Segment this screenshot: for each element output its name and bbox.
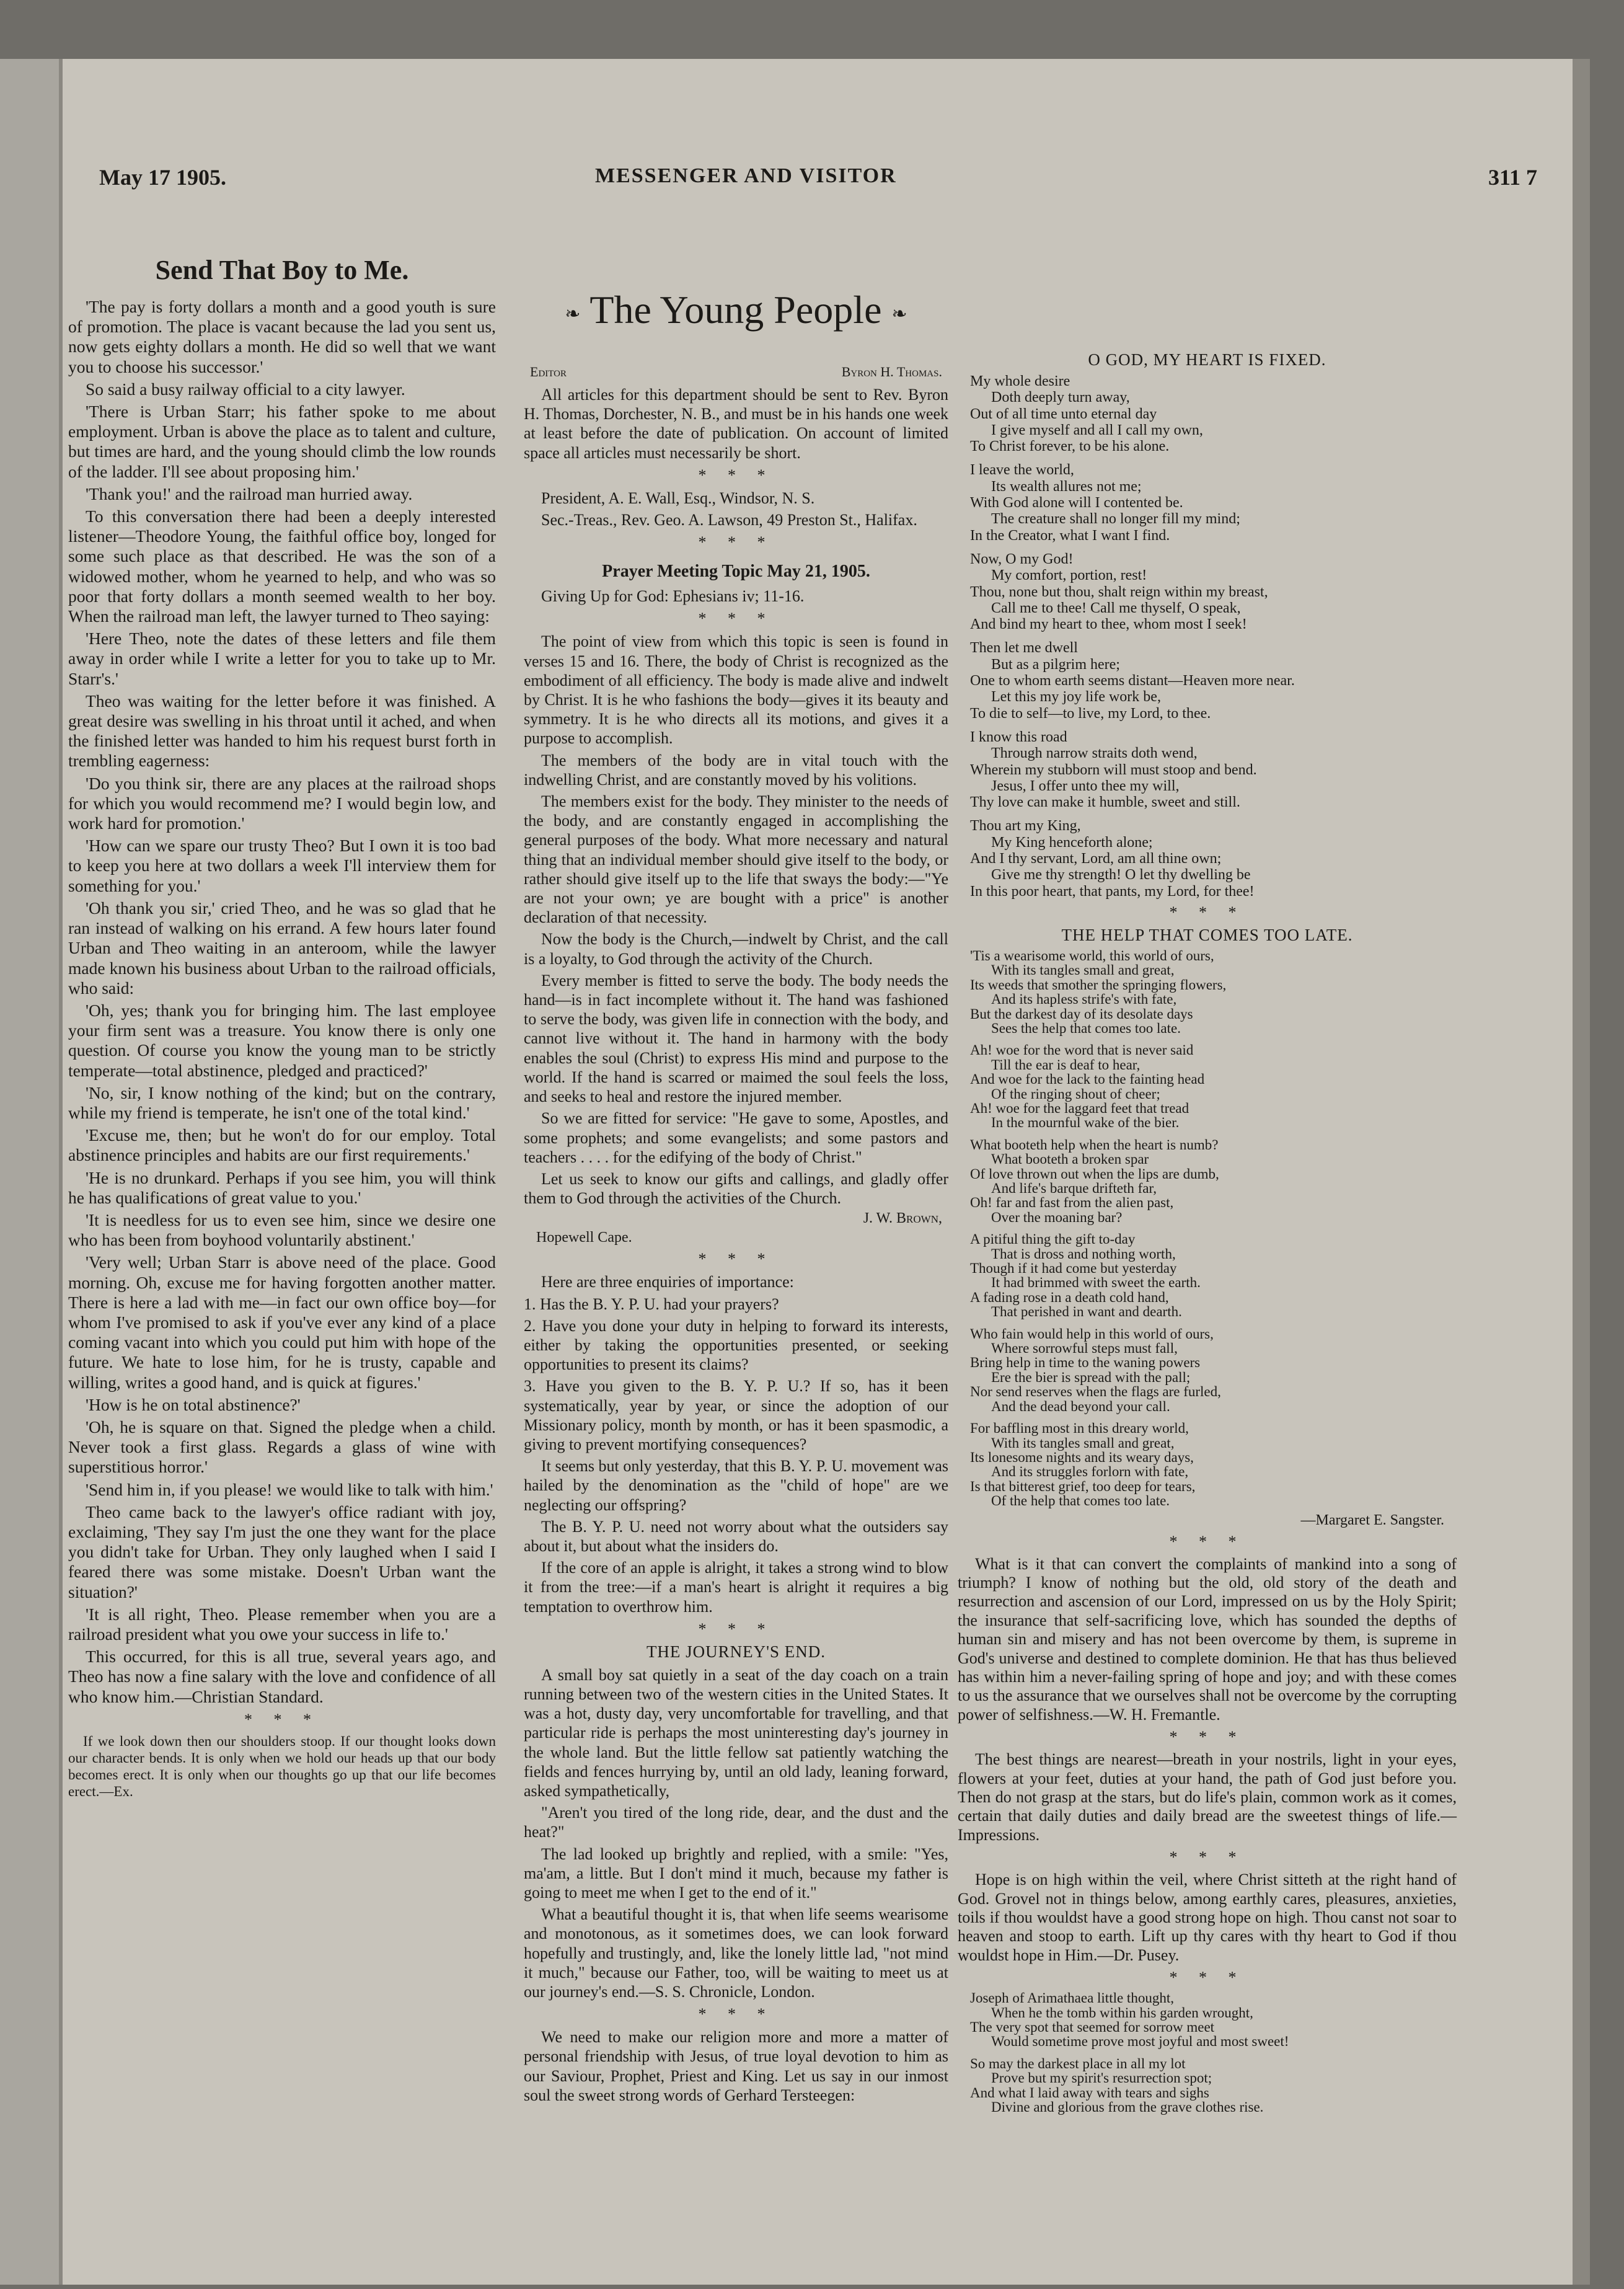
story-paragraph: A small boy sat quietly in a seat of the day coach on a train running between two of the western cities in the United States. It was a hot, dusty day, very uncomfortable for travelling, and that particular ride is perhaps the most uninteresting day's journey in the whole land. But the little fellow sat patiently watching the fields and fences hurrying by, until an old lady, leaning forward, asked sympathetically, bbox=[524, 1665, 948, 1800]
poem-line: Now, O my God! bbox=[970, 551, 1074, 567]
stanza-gap bbox=[970, 544, 1457, 551]
topic-paragraph: So we are fitted for service: "He gave to some, Apostles, and some prophets; and some evangelists; and some pastors and teachers . . . . for the edifying of the body of Christ." bbox=[524, 1109, 948, 1166]
poem-line: Doth deeply turn away, bbox=[991, 389, 1130, 406]
officer-secretary: Sec.-Treas., Rev. Geo. A. Lawson, 49 Preston St., Halifax. bbox=[541, 511, 917, 529]
poem-line: And bind my heart to thee, whom most I seek! bbox=[970, 616, 1247, 633]
poem-line: I know this road bbox=[970, 728, 1067, 745]
poem-arimathaea bbox=[970, 1991, 1457, 2114]
poem-line: Till the ear is deaf to hear, bbox=[991, 1056, 1141, 1073]
poem-line: Its weeds that smother the springing flowers, bbox=[970, 976, 1227, 993]
editor-name: Byron H. Thomas. bbox=[841, 364, 942, 379]
poem-line: To Christ forever, to be his alone. bbox=[970, 438, 1170, 455]
poem-line: But as a pilgrim here; bbox=[991, 656, 1120, 673]
editor-label: Editor bbox=[530, 364, 567, 379]
poem-line: Wherein my stubborn will must stoop and bend. bbox=[970, 761, 1257, 778]
enquiry-item: 3. Have you given to the B. Y. P. U.? If so, has it been systematically, year by year, or since the adoption of our Missionary policy, month by month, or has it been spasmodic, a giving to prevent mortifying consequences? bbox=[524, 1377, 948, 1453]
ornament-icon: ❧ bbox=[891, 303, 907, 324]
poem-line: Ere the bier is spread with the pall; bbox=[991, 1369, 1191, 1385]
poem-line: Thou, none but thou, shalt reign within my breast, bbox=[970, 583, 1268, 600]
story-title: THE JOURNEY'S END. bbox=[646, 1642, 826, 1661]
article-paragraph: 'It is all right, Theo. Please remember when you are a railroad president what you owe your success in life to.' bbox=[68, 1604, 496, 1644]
poem-line: And what I laid away with tears and sighs bbox=[970, 2084, 1209, 2101]
poem-line: In this poor heart, that pants, my Lord, for thee! bbox=[970, 883, 1255, 900]
poem-line: One to whom earth seems distant—Heaven more near. bbox=[970, 673, 1295, 689]
poem-line: But the darkest day of its desolate days bbox=[970, 1006, 1193, 1022]
poem-line: Through narrow straits doth wend, bbox=[991, 745, 1198, 762]
poem-line: Over the moaning bar? bbox=[991, 1209, 1123, 1225]
middle-column bbox=[524, 245, 948, 2107]
bypu-remarks bbox=[524, 1456, 948, 1616]
poem-line: With God alone will I contented be. bbox=[970, 495, 1183, 511]
poem-line: With its tangles small and great, bbox=[991, 962, 1175, 978]
department-title bbox=[524, 287, 948, 333]
remark-paragraph: If the core of an apple is alright, it takes a strong wind to blow it from the tree:—if a man's heart is alright it requires a big temptation to overthrow him. bbox=[524, 1559, 948, 1616]
page-edge bbox=[1573, 59, 1590, 2285]
section-divider: * * * bbox=[1169, 1532, 1245, 1551]
stanza-gap bbox=[970, 810, 1457, 818]
right-column bbox=[958, 245, 1457, 2119]
poem-line: What booteth help when the heart is numb? bbox=[970, 1136, 1219, 1153]
poem-line: Of love thrown out when the lips are dumb, bbox=[970, 1166, 1219, 1182]
author-signoff: J. W. Brown, bbox=[863, 1210, 942, 1227]
author-place: Hopewell Cape. bbox=[536, 1229, 632, 1246]
poem-line: And I thy servant, Lord, am all thine own; bbox=[970, 851, 1222, 867]
article-paragraph: 'Oh, yes; thank you for bringing him. The last employee your firm sent was a treasure. You know there is only one question. Of course you know the young man to be strictly temperate—total abstinence, pledged and practiced?' bbox=[68, 1000, 496, 1080]
poem-line: Is that bitterest grief, too deep for tears, bbox=[970, 1478, 1196, 1494]
story-paragraph: "Aren't you tired of the long ride, dear, and the dust and the heat?" bbox=[524, 1804, 948, 1841]
poem-line: And its struggles forlorn with fate, bbox=[991, 1464, 1189, 1480]
article-paragraph: Theo was waiting for the letter before it was finished. A great desire was swelling in his throat until it ached, and when the finished letter was handed to him his request burst forth in trembling eagerness: bbox=[68, 691, 496, 771]
poem-line: The creature shall no longer fill my mind; bbox=[991, 511, 1240, 528]
poem-line: Out of all time unto eternal day bbox=[970, 405, 1157, 422]
poem-line: That perished in want and dearth. bbox=[991, 1304, 1182, 1320]
poem-line: I leave the world, bbox=[970, 462, 1074, 479]
poem-line: Sees the help that comes too late. bbox=[991, 1020, 1181, 1036]
article-paragraph: 'Excuse me, then; but he won't do for our employ. Total abstinence principles and habits are our first requirements.' bbox=[68, 1125, 496, 1165]
poem-line: My comfort, portion, rest! bbox=[991, 567, 1147, 584]
stanza-gap bbox=[970, 722, 1457, 729]
department-intro: All articles for this department should be sent to Rev. Byron H. Thomas, Dorchester, N. B., and must be in his hands one week at least before the date of publication. On account of limited space all articles must necessarily be short. bbox=[524, 386, 948, 462]
poem-help-too-late bbox=[970, 949, 1457, 1508]
article-paragraph: To this conversation there had been a deeply interested listener—Theodore Young, the faithful office boy, longed for some such place as that described. He was the son of a widowed mother, whom he yearned to help, and who was so poor that forty dollars a month seemed wealth to her boy. When the railroad man left, the lawyer turned to Theo saying: bbox=[68, 507, 496, 626]
article-paragraph: 'Oh, he is square on that. Signed the pledge when a child. Never took a first glass. Regards a glass of wine with superstitious horror.' bbox=[68, 1417, 496, 1477]
story-body bbox=[524, 1665, 948, 2001]
officer-president: President, A. E. Wall, Esq., Windsor, N. S. bbox=[541, 489, 815, 507]
section-divider: * * * bbox=[1169, 903, 1245, 921]
section-divider: * * * bbox=[698, 533, 774, 552]
article-paragraph: Theo came back to the lawyer's office radiant with joy, exclaiming, 'They say I'm just the one they want for the place you didn't take for Urban. They only laughed when I said I feared there was some mistake. Doesn't Urban want the situation?' bbox=[68, 1502, 496, 1601]
article-title: Send That Boy to Me. bbox=[155, 255, 409, 285]
closing-paragraph: We need to make our religion more and more a matter of personal friendship with Jesus, of true loyal devotion to him as our Saviour, Prophet, Priest and King. Let us say in our inmost soul the sweet strong words of Gerhard Tersteegen: bbox=[524, 2028, 948, 2104]
poem-line: I give myself and all I call my own, bbox=[991, 422, 1203, 438]
poem-line: Ah! woe for the laggard feet that tread bbox=[970, 1100, 1189, 1116]
poem-line: Its wealth allures not me; bbox=[991, 478, 1142, 495]
enquiry-item: 2. Have you done your duty in helping to forward its interests, either by taking the opportunities presented, or seeking opportunities to present its claims? bbox=[524, 1316, 948, 1374]
topic-paragraph: Let us seek to know our gifts and callings, and gladly offer them to God through the activities of the Church. bbox=[524, 1169, 948, 1208]
page-number: 311 7 bbox=[1488, 165, 1537, 190]
poem-author: —Margaret E. Sangster. bbox=[1300, 1512, 1444, 1528]
poem-line: And the dead beyond your call. bbox=[991, 1398, 1170, 1414]
article-paragraph: 'There is Urban Starr; his father spoke to me about employment. Urban is above the place as to talent and culture, but times are hard, and the young should climb the low rounds of the ladder. I'll see about proposing him.' bbox=[68, 402, 496, 481]
masthead bbox=[93, 164, 1556, 201]
poem-line: Call me to thee! Call me thyself, O speak, bbox=[991, 600, 1241, 616]
poem-line: A pitiful thing the gift to-day bbox=[970, 1231, 1136, 1247]
editor-line bbox=[530, 364, 942, 380]
poem-line: And woe for the lack to the fainting head bbox=[970, 1071, 1205, 1087]
enquiries-intro: Here are three enquiries of importance: bbox=[541, 1273, 794, 1291]
prayer-meeting-topic: Giving Up for God: Ephesians iv; 11-16. bbox=[541, 587, 805, 606]
prayer-meeting-heading: Prayer Meeting Topic May 21, 1905. bbox=[602, 562, 870, 582]
poem-line: Would sometime prove most joyful and most sweet! bbox=[991, 2034, 1289, 2050]
poem-line: Of the help that comes too late. bbox=[991, 1493, 1170, 1509]
section-divider: * * * bbox=[698, 1250, 774, 1268]
poem-line: Ah! woe for the word that is never said bbox=[970, 1042, 1194, 1058]
article-paragraph: 'How is he on total abstinence?' bbox=[86, 1394, 301, 1414]
article-paragraph: 'Send him in, if you please! we would like to talk with him.' bbox=[86, 1479, 493, 1499]
section-divider: * * * bbox=[698, 2005, 774, 2024]
poem-line: When he the tomb within his garden wrought, bbox=[991, 2004, 1253, 2021]
poem-line: Of the ringing shout of cheer; bbox=[991, 1086, 1160, 1102]
topic-paragraph: The point of view from which this topic is seen is found in verses 15 and 16. There, the body of Christ is recognized as the embodiment of all efficiency. The body is made alive and indwelt by Christ. It is he who fashions the body—gives it its beauty and symmetry. It is he who directs all its motions, and gives it a purpose to accomplish. bbox=[524, 632, 948, 748]
poem-line: What booteth a broken spar bbox=[991, 1151, 1149, 1167]
article-body bbox=[68, 297, 496, 1707]
poem-line: In the mournful wake of the bier. bbox=[991, 1115, 1180, 1131]
article-paragraph: 'Very well; Urban Starr is above need of the place. Good morning. Oh, excuse me for having forgotten another matter. There is here a lad with me—in fact our own office boy—for whom I've promised to ask if you've ever any kind of a place coming vacant into which you could put him with hope of the future. We hate to lose him, for he is trusty, capable and willing, writes a good hand, and is quick at figures.' bbox=[68, 1252, 496, 1392]
topic-paragraph: Now the body is the Church,—indwelt by Christ, and the call is a loyalty, to God through the activity of the Church. bbox=[524, 930, 948, 968]
article-paragraph: 'The pay is forty dollars a month and a good youth is sure of promotion. The place is vacant because the lad you sent us, now gets eighty dollars a month. He did so well that we want you to choose his successor.' bbox=[68, 297, 496, 376]
poem-line: My whole desire bbox=[970, 373, 1070, 389]
poem-line: And its hapless strife's with fate, bbox=[991, 991, 1177, 1007]
prose-paragraph: What is it that can convert the complaints of mankind into a song of triumph? I know of nothing but the old, old story of the death and resurrection and ascension of our Lord, impressed on us by the Holy Spirit; the insurance that self-sacrificing love, which has sounded the depths of human sin and misery and has not been overcome by them, is supreme in God's universe and destined to complete dominion. He that has thus believed has within him a never-failing spring of hope and joy; and with these comes to us the assurance that we ourselves shall not be overcome by the corrupting power of selfishness.—W. H. Fremantle. bbox=[958, 1554, 1457, 1724]
topic-body bbox=[524, 632, 948, 1208]
closing-note: If we look down then our shoulders stoop. If our thought looks down our character bends. It is only when we hold our heads up that our body becomes erect. It is only when our thoughts go up that our life becomes erect.—Ex. bbox=[68, 1733, 496, 1799]
section-divider: * * * bbox=[698, 466, 774, 484]
poem-line: That is dross and nothing worth, bbox=[991, 1246, 1176, 1262]
poem-line: Its lonesome nights and its weary days, bbox=[970, 1449, 1194, 1465]
article-paragraph: 'How can we spare our trusty Theo? But I own it is too bad to keep you here at two dollars a week I'll interview them for something for you.' bbox=[68, 836, 496, 895]
department-title-text: The Young People bbox=[589, 288, 882, 332]
section-divider: * * * bbox=[698, 1619, 774, 1638]
right-prose bbox=[958, 1555, 1457, 1965]
article-paragraph: 'He is no drunkard. Perhaps if you see him, you will think he has qualifications of great value to you.' bbox=[68, 1167, 496, 1207]
poem-heart-fixed bbox=[970, 373, 1457, 900]
topic-paragraph: Every member is fitted to serve the body. The body needs the hand—is in fact incomplete without it. The hand was fashioned to serve the body, was given life in connection with the body, and cannot live without it. The hand in harmony with the body enables the soul (Christ) to express His mind and purpose to the world. If the hand is scarred or maimed the soul feels the loss, and seeks to heal and restore the injured member. bbox=[524, 971, 948, 1106]
poem-line: With its tangles small and great, bbox=[991, 1435, 1175, 1451]
ornament-icon: ❧ bbox=[565, 303, 581, 324]
article-paragraph: 'Do you think sir, there are any places at the railroad shops for which you would recommend me? I would begin low, and work hard for promotion.' bbox=[68, 773, 496, 833]
poem-line: A fading rose in a death cold hand, bbox=[970, 1289, 1169, 1305]
poem-line: Oh! far and fast from the alien past, bbox=[970, 1195, 1174, 1211]
left-column bbox=[68, 245, 496, 1800]
poem-line: Jesus, I offer unto thee my will, bbox=[991, 777, 1180, 794]
poem-line: So may the darkest place in all my lot bbox=[970, 2055, 1186, 2071]
poem-line: For baffling most in this dreary world, bbox=[970, 1420, 1189, 1437]
article-paragraph: So said a busy railway official to a city lawyer. bbox=[86, 379, 405, 399]
poem-line: 'Tis a wearisome world, this world of ours, bbox=[970, 947, 1214, 963]
article-paragraph: 'No, sir, I know nothing of the kind; but on the contrary, while my friend is temperate, he isn't one of the total kind.' bbox=[68, 1083, 496, 1122]
poem-line: Divine and glorious from the grave clothes rise. bbox=[991, 2099, 1264, 2115]
poem-line: It had brimmed with sweet the earth. bbox=[991, 1275, 1201, 1291]
enquiries-list bbox=[524, 1295, 948, 1454]
poem-title-help-too-late: THE HELP THAT COMES TOO LATE. bbox=[1061, 925, 1353, 944]
poem-line: Where sorrowful steps must fall, bbox=[991, 1340, 1178, 1357]
stanza-gap bbox=[970, 454, 1457, 462]
section-divider: * * * bbox=[1169, 1728, 1245, 1747]
topic-paragraph: The members of the body are in vital touch with the indwelling Christ, and are constantly moved by his volitions. bbox=[524, 751, 948, 789]
poem-line: My King henceforth alone; bbox=[991, 834, 1153, 851]
article-paragraph: 'Here Theo, note the dates of these letters and file them away in order while I write a letter for you to take up to Mr. Starr's.' bbox=[68, 629, 496, 688]
article-paragraph: 'Oh thank you sir,' cried Theo, and he was so glad that he ran instead of walking on his errand. A few hours later found Urban and Theo waiting in an anteroom, while the lawyer made known his business about Urban to the railroad officials, who said: bbox=[68, 898, 496, 998]
story-paragraph: The lad looked up brightly and replied, with a smile: "Yes, ma'am, a little. But I don't mind it much, because my father is going to meet me when I get to the end of it." bbox=[524, 1844, 948, 1902]
section-divider: * * * bbox=[1169, 1848, 1245, 1867]
stanza-gap bbox=[970, 1130, 1457, 1138]
poem-line: Who fain would help in this world of ours, bbox=[970, 1326, 1214, 1342]
article-paragraph: 'It is needless for us to even see him, since we desire one who has been from boyhood voluntarily abstinent.' bbox=[68, 1210, 496, 1250]
section-divider: * * * bbox=[244, 1710, 320, 1729]
poem-line: Let this my joy life work be, bbox=[991, 689, 1161, 706]
remark-paragraph: It seems but only yesterday, that this B. Y. P. U. movement was hailed by the denomination as the "child of hope" are we neglecting our offspring? bbox=[524, 1457, 948, 1514]
poem-line: In the Creator, what I want I find. bbox=[970, 527, 1170, 544]
poem-line: Give me thy strength! O let thy dwelling be bbox=[991, 867, 1251, 883]
article-paragraph: 'Thank you!' and the railroad man hurried away. bbox=[86, 484, 413, 503]
poem-line: And life's barque drifteth far, bbox=[991, 1180, 1157, 1196]
poem-line: Thy love can make it humble, sweet and still. bbox=[970, 794, 1240, 811]
poem-line: Thou art my King, bbox=[970, 818, 1081, 835]
poem-line: Nor send reserves when the flags are furled, bbox=[970, 1384, 1221, 1400]
stanza-gap bbox=[970, 1319, 1457, 1327]
poem-line: Bring help in time to the waning powers bbox=[970, 1355, 1201, 1371]
topic-paragraph: The members exist for the body. They minister to the needs of the body, and are constantly engaged in accomplishing the general purposes of the body. What more necessary and natural thing that an individual member should give itself to the body, or rather should give itself up to the life that sways the body:—"Ye are not your own; ye are bought with a price" is another declaration of that necessity. bbox=[524, 792, 948, 927]
poem-line: Though if it had come but yesterday bbox=[970, 1260, 1177, 1277]
remark-paragraph: The B. Y. P. U. need not worry about what the outsiders say about it, but about what the insiders do. bbox=[524, 1517, 948, 1555]
binding-edge bbox=[0, 59, 63, 2285]
poem-line: Then let me dwell bbox=[970, 640, 1078, 657]
story-paragraph: What a beautiful thought it is, that when life seems wearisome and monotonous, as it sometimes does, we can look forward hopefully and trustingly, and, like the lonely little lad, "not mind it much," because our Father, too, will be waiting to meet us at our journey's end.—S. S. Chronicle, London. bbox=[524, 1905, 948, 2001]
section-divider: * * * bbox=[698, 609, 774, 628]
poem-line: Joseph of Arimathaea little thought, bbox=[970, 1990, 1174, 2006]
prose-paragraph: The best things are nearest—breath in your nostrils, light in your eyes, flowers at your feet, duties at your hand, the path of God just before you. Then do not grasp at the stars, but do life's plain, common work as it comes, certain that daily duties and daily bread are the sweetest things of life.—Impressions. bbox=[958, 1750, 1457, 1844]
stanza-gap bbox=[970, 632, 1457, 640]
article-paragraph: This occurred, for this is all true, several years ago, and Theo has now a fine salary with the love and confidence of all who know him.—Christian Standard. bbox=[68, 1647, 496, 1706]
poem-line: To die to self—to live, my Lord, to thee. bbox=[970, 705, 1211, 722]
newspaper-page bbox=[0, 59, 1590, 2285]
newspaper-name: MESSENGER AND VISITOR bbox=[595, 164, 897, 187]
poem-line: Prove but my spirit's resurrection spot; bbox=[991, 2070, 1212, 2086]
poem-line: The very spot that seemed for sorrow meet bbox=[970, 2019, 1215, 2035]
poem-title-heart-fixed: O GOD, MY HEART IS FIXED. bbox=[1088, 350, 1326, 369]
section-divider: * * * bbox=[1169, 1968, 1245, 1987]
issue-date: May 17 1905. bbox=[99, 165, 226, 190]
prose-paragraph: Hope is on high within the veil, where Christ sitteth at the right hand of God. Grovel not in things below, among earthly cares, pleasures, anxieties, toils if thou wouldst have a good strong hope on high. Thou canst not soar to heaven and stoop to earth. Lift up thy cares with thy heart to God if thou wouldst hope in Him.—Dr. Pusey. bbox=[958, 1871, 1457, 1964]
enquiry-item: 1. Has the B. Y. P. U. had your prayers? bbox=[524, 1295, 779, 1313]
